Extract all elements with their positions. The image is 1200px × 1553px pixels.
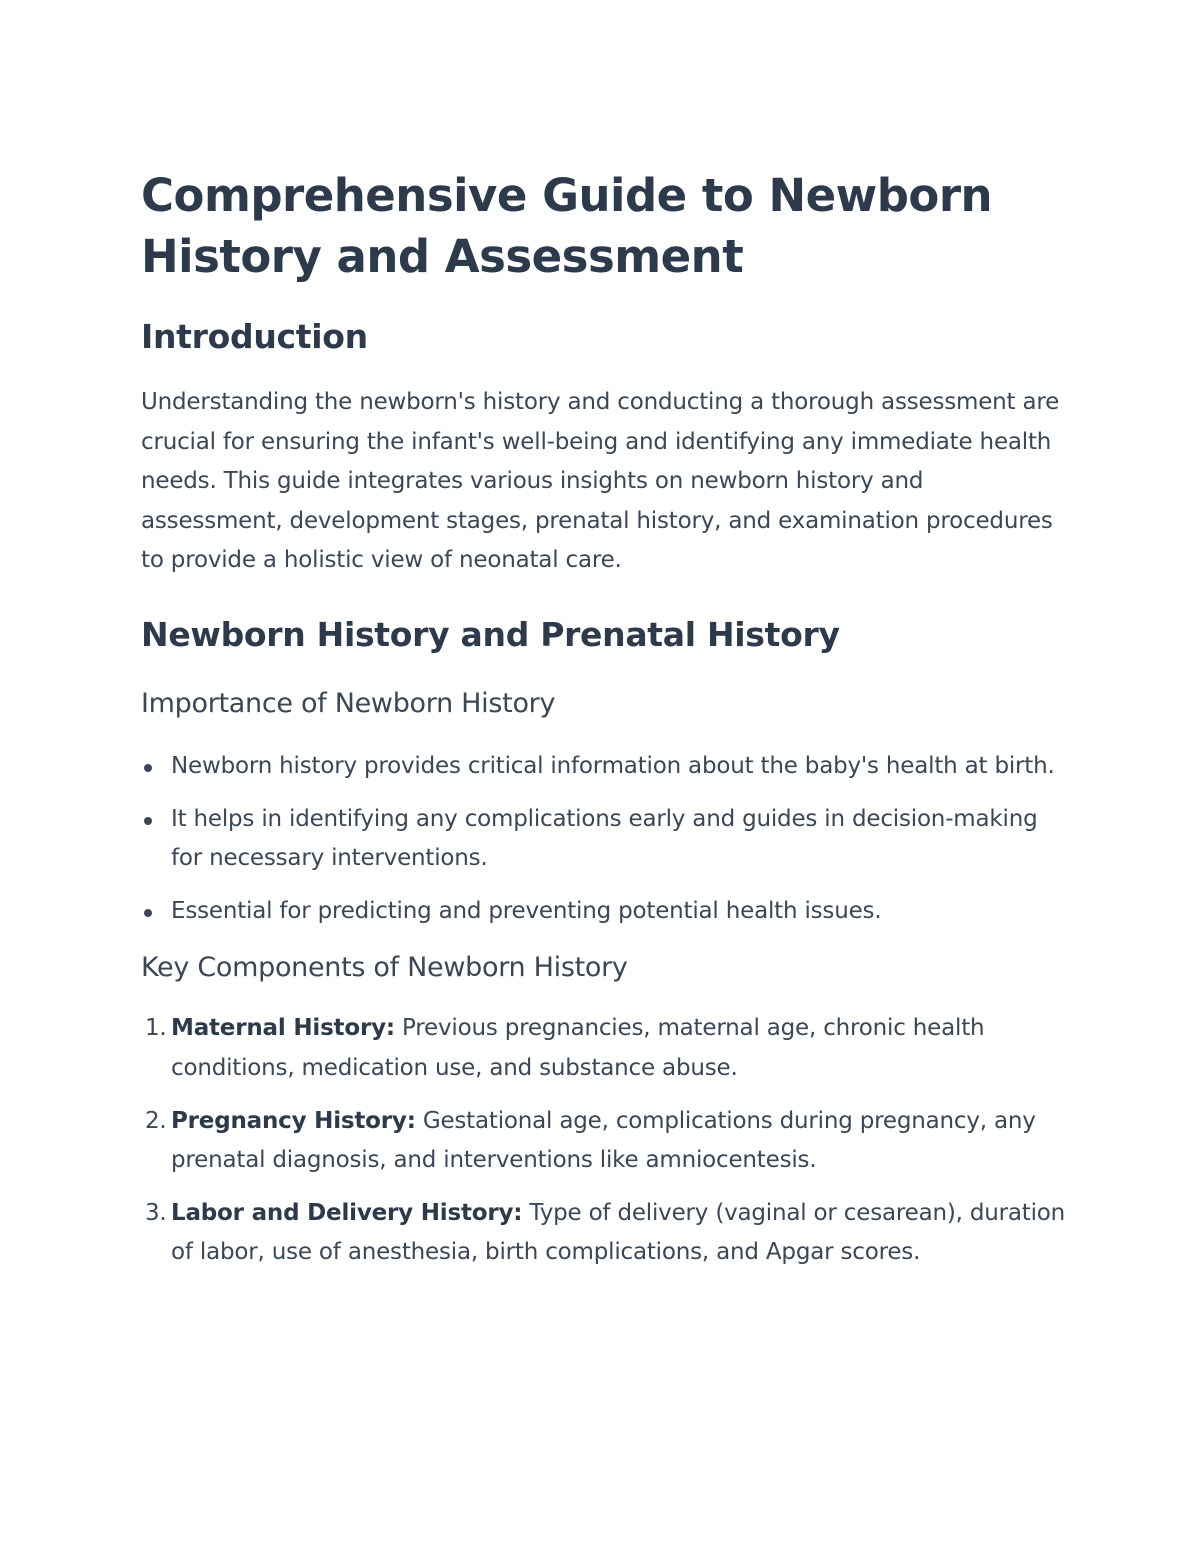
bullet-text: Newborn history provides critical information about the baby's health at birth. [171, 752, 1055, 779]
importance-bullet-list [141, 747, 1071, 931]
numbered-item [141, 1194, 1071, 1273]
key-components-list [141, 1009, 1071, 1273]
bullet-item [141, 800, 1071, 879]
bullet-text: Essential for predicting and preventing potential health issues. [171, 897, 882, 924]
bullet-dot-icon [144, 764, 152, 772]
item-label: Maternal History: [171, 1015, 395, 1042]
history-section-heading: Newborn History and Prenatal History [141, 614, 840, 654]
bullet-item [141, 747, 1071, 787]
item-text: Gestational age, complications during pregnancy, any prenatal diagnosis, and interventions like amniocentesis. [171, 1107, 1036, 1174]
bullet-text: It helps in identifying any complications early and guides in decision-making for necessary interventions. [171, 805, 1038, 872]
introduction-paragraph: Understanding the newborn's history and conducting a thorough assessment are crucial for ensuring the infant's well-being and identifying any immediate health needs. This guide integrates various insights on newborn history and assessment, development stages, prenatal history, and examination procedures to provide a holistic view of neonatal care. [141, 389, 1060, 574]
item-number: 1. [145, 1015, 167, 1042]
item-text: Type of delivery (vaginal or cesarean), duration of labor, use of anesthesia, birth complications, and Apgar scores. [171, 1199, 1066, 1266]
bullet-dot-icon [144, 909, 152, 917]
introduction-heading: Introduction [141, 317, 368, 356]
key-components-subheading: Key Components of Newborn History [141, 952, 628, 984]
item-text: Previous pregnancies, maternal age, chronic health conditions, medication use, and substance abuse. [171, 1015, 985, 1081]
numbered-item [141, 1102, 1071, 1181]
item-label: Labor and Delivery History: [171, 1199, 523, 1226]
numbered-item [141, 1009, 1071, 1088]
item-number: 2. [145, 1107, 167, 1134]
bullet-item [141, 892, 1071, 932]
importance-subheading: Importance of Newborn History [141, 687, 556, 719]
item-label: Pregnancy History: [171, 1107, 416, 1134]
item-number: 3. [145, 1199, 167, 1226]
bullet-dot-icon [144, 817, 152, 825]
document-page [141, 165, 1071, 1273]
page-title: Comprehensive Guide to Newborn History and Assessment [141, 169, 993, 283]
